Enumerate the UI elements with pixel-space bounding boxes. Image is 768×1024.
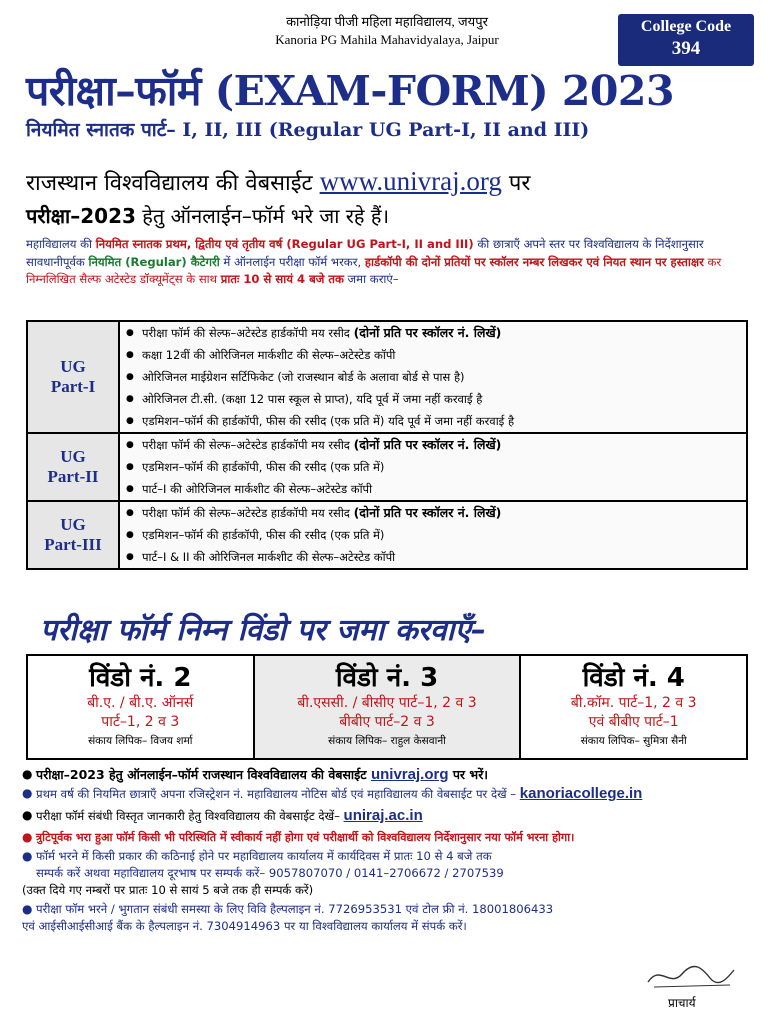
part-label-line-2: Part-I [50,377,96,396]
window-course-2: एवं बीबीए पार्ट–1 [588,714,679,730]
note-text: परीक्षा–2023 हेतु ऑनलाईन–फॉर्म राजस्थान विश्वविद्यालय की वेबसाईट [36,767,371,782]
list-item [120,410,746,432]
note-registration [22,785,752,803]
univraj-org-link[interactable]: univraj.org [370,766,449,783]
instruction-paragraph [26,236,748,289]
note-line-2: सम्पर्क करें अथवा महाविद्यालय दूरभाष पर सम्पर्क करें– 9057807070 / 0141–2706672 / 2707539 [36,866,504,880]
item-bold-text: (दोनों प्रति पर स्कॉलर नं. लिखें) [353,505,502,520]
univraj-link[interactable]: www.univraj.org [319,166,502,196]
para-part-5: में ऑनलाईन परीक्षा फॉर्म भरकर, [219,254,365,269]
item-text: पार्ट–I & II की ओरिजिनल मार्कशीट की सेल्फ–अटेस्टेड कॉपी [142,550,396,564]
window-staff: संकाय लिपिक– राहुल केसवानी [328,735,446,747]
para-part-4: नियमित (Regular) कैटेगरी [88,254,220,269]
main-title: परीक्षा–फॉर्म (EXAM-FORM) 2023 [26,67,674,115]
bullet-icon: ● [22,786,33,800]
windows-table [26,654,748,760]
intro-line-2 [26,202,746,229]
notes-list [22,766,752,935]
requirements-list [120,322,746,432]
requirements-table [26,320,748,570]
window-course-2: पार्ट–1, 2 व 3 [101,714,180,730]
para-part-9: जमा कराएं– [343,272,399,286]
list-item [120,478,746,500]
note-line-1: फॉर्म भरने में किसी प्रकार की कठिनाई होने पर महाविद्यालय कार्यालय में कार्यदिवस में प्रातः 10 से 4 बजे तक [36,849,492,863]
bullet-icon: ● [22,767,33,781]
note-helpline [22,901,752,935]
note-details [22,807,752,825]
requirements-list [120,502,746,568]
college-code-label: College Code [640,18,732,35]
item-text: एडमिशन–फॉर्म की हार्डकॉपी, फीस की रसीद (एक प्रति में) यदि पूर्व में जमा नहीं करवाई है [142,414,515,428]
college-name-english: Kanoria PG Mahila Mahavidyalaya, Jaipur [275,32,499,47]
note-line-3: (उक्त दिये गए नम्बरों पर प्रातः 10 से सायं 5 बजे तक ही सम्पर्क करें) [22,883,314,897]
bullet-icon: ● [22,808,33,822]
para-part-3: की छात्राएँ अपने स्तर पर विश्वविद्यालय के निर्देशानुसार सावधानीपूर्वक [26,237,704,269]
item-text: पार्ट–I की ओरिजिनल मार्कशीट की सेल्फ–अटेस्टेड कॉपी [142,482,373,496]
requirements-row-part-1 [28,322,746,434]
part-label [28,434,120,500]
principal-label: प्राचार्य [668,996,696,1010]
item-text: ओरिजिनल टी.सी. (कक्षा 12 पास स्कूल से प्राप्त), यदि पूर्व में जमा नहीं करवाई है [142,392,483,406]
uniraj-link[interactable]: uniraj.ac.in [343,807,423,824]
list-item [120,344,746,366]
intro-line-1-text-a: राजस्थान विश्वविद्यालय की वेबसाईट [26,171,320,196]
note-text: प्रथम वर्ष की नियमित छात्राएँ अपना रजिस्ट्रेशन नं. महाविद्यालय नोटिस बोर्ड एवं महाविद्यालय की वेबसाईट पर देखें – [36,787,520,801]
requirements-row-part-2 [28,434,746,502]
item-bold-text: (दोनों प्रति पर स्कॉलर नं. लिखें) [353,437,502,452]
window-4-cell [521,656,746,758]
list-item [120,366,746,388]
part-label-line-2: Part-III [44,535,102,554]
note-error-warning [22,829,752,846]
window-name: विंडो नं. 4 [582,663,685,693]
list-item [120,434,746,456]
requirements-list [120,434,746,500]
list-item [120,546,746,568]
window-course-2: बीबीए पार्ट–2 व 3 [339,714,435,730]
bullet-icon: ● [22,902,33,916]
intro-line-1-text-b: पर [501,171,531,196]
item-text: परीक्षा फॉर्म की सेल्फ–अटेस्टेड हार्डकॉपी मय रसीद [142,506,354,520]
para-part-6: हार्डकॉपी की दोनों प्रतियों पर स्कॉलर नम्बर लिखकर एवं नियत स्थान पर हस्ताक्षर [364,254,704,269]
window-3-cell [255,656,522,758]
window-2-cell [28,656,255,758]
college-name-hindi: कानोड़िया पीजी महिला महाविद्यालय, जयपुर [286,14,488,29]
college-code-value: 394 [671,38,701,59]
para-part-1: महाविद्यालय की [26,237,96,251]
note-text: परीक्षा फॉर्म संबंधी विस्तृत जानकारी हेतु विश्वविद्यालय की वेबसाईट देखें– [36,809,344,823]
intro-exam-year: परीक्षा–2023 [26,204,136,228]
list-item [120,388,746,410]
window-course-1: बी.ए. / बी.ए. ऑनर्स [87,695,194,711]
requirements-row-part-3 [28,502,746,568]
window-staff: संकाय लिपिक– सुमित्रा सैनी [580,735,687,747]
item-text: परीक्षा फॉर्म की सेल्फ–अटेस्टेड हार्डकॉपी मय रसीद [142,326,354,340]
item-text: कक्षा 12वीं की ओरिजिनल मार्कशीट की सेल्फ–अटेस्टेड कॉपी [142,348,396,362]
note-line-1: परीक्षा फॉम भरने / भुगतान संबंधी समस्या के लिए विवि हैल्पलाइन नं. 7726953531 एवं टोल फ्री नं. 18001806433 [36,902,554,916]
item-text: एडमिशन–फॉर्म की हार्डकॉपी, फीस की रसीद (एक प्रति में) [142,460,385,474]
para-part-7: कर निम्नलिखित सैल्फ अटेस्टेड डॉक्यूमेंट्स के साथ [26,254,722,286]
list-item [120,524,746,546]
window-staff: संकाय लिपिक– विजय शर्मा [88,735,193,747]
para-part-8: प्रातः 10 से सायं 4 बजे तक [220,272,344,286]
intro-line-2-text: हेतु ऑनलाईन–फॉर्म भरे जा रहे हैं। [135,204,390,228]
note-line-2: एवं आईसीआईसीआई बैंक के हैल्पलाइन नं. 7304914963 पर या विश्वविद्यालय कार्यालय में संपर्क करें। [22,919,467,933]
part-label [28,322,120,432]
intro-line-1 [26,166,746,197]
list-item [120,502,746,524]
part-label-line-1: UG [60,447,86,466]
sub-title: नियमित स्नातक पार्ट– I, II, III (Regular UG Part-I, II and III) [26,119,590,141]
item-text: ओरिजिनल माईग्रेशन सर्टिफिकेट (जो राजस्थान बोर्ड के अलावा बोर्ड से पास है) [142,370,465,384]
part-label [28,502,120,568]
part-label-line-2: Part-II [47,467,99,486]
item-text: परीक्षा फॉर्म की सेल्फ–अटेस्टेड हार्डकॉपी मय रसीद [142,438,354,452]
item-text: एडमिशन–फॉर्म की हार्डकॉपी, फीस की रसीद (एक प्रति में) [142,528,385,542]
note-text: त्रुटिपूर्वक भरा हुआ फॉर्म किसी भी परिस्थिति में स्वीकार्य नहीं होगा एवं परीक्षार्थी को विश्वविद्यालय निर्देशानुसार नया फॉर्म भरना होगा। [36,831,575,844]
header [0,10,768,59]
note-online-form [22,766,752,783]
list-item [120,456,746,478]
window-name: विंडो नं. 3 [335,663,439,693]
window-course-1: बी.एससी. / बीसीए पार्ट–1, 2 व 3 [297,695,477,711]
list-item [120,322,746,344]
bullet-icon: ● [22,849,33,863]
item-bold-text: (दोनों प्रति पर स्कॉलर नं. लिखें) [353,325,502,340]
windows-heading: परीक्षा फॉर्म निम्न विंडो पर जमा करवाएँ– [40,613,486,648]
window-course-1: बी.कॉम. पार्ट–1, 2 व 3 [570,695,697,711]
college-code-badge [618,14,754,66]
note-text-end: पर भरें। [448,767,489,782]
window-name: विंडो नं. 2 [89,663,192,693]
note-contact [22,848,752,899]
part-label-line-1: UG [60,357,86,376]
para-part-2: नियमित स्नातक प्रथम, द्वितीय एवं तृतीय वर्ष (Regular UG Part-I, II and III) [95,237,474,251]
principal-signature [640,960,740,992]
part-label-line-1: UG [60,515,86,534]
bullet-icon: ● [22,830,33,844]
kanoriacollege-link[interactable]: kanoriacollege.in [519,785,643,802]
